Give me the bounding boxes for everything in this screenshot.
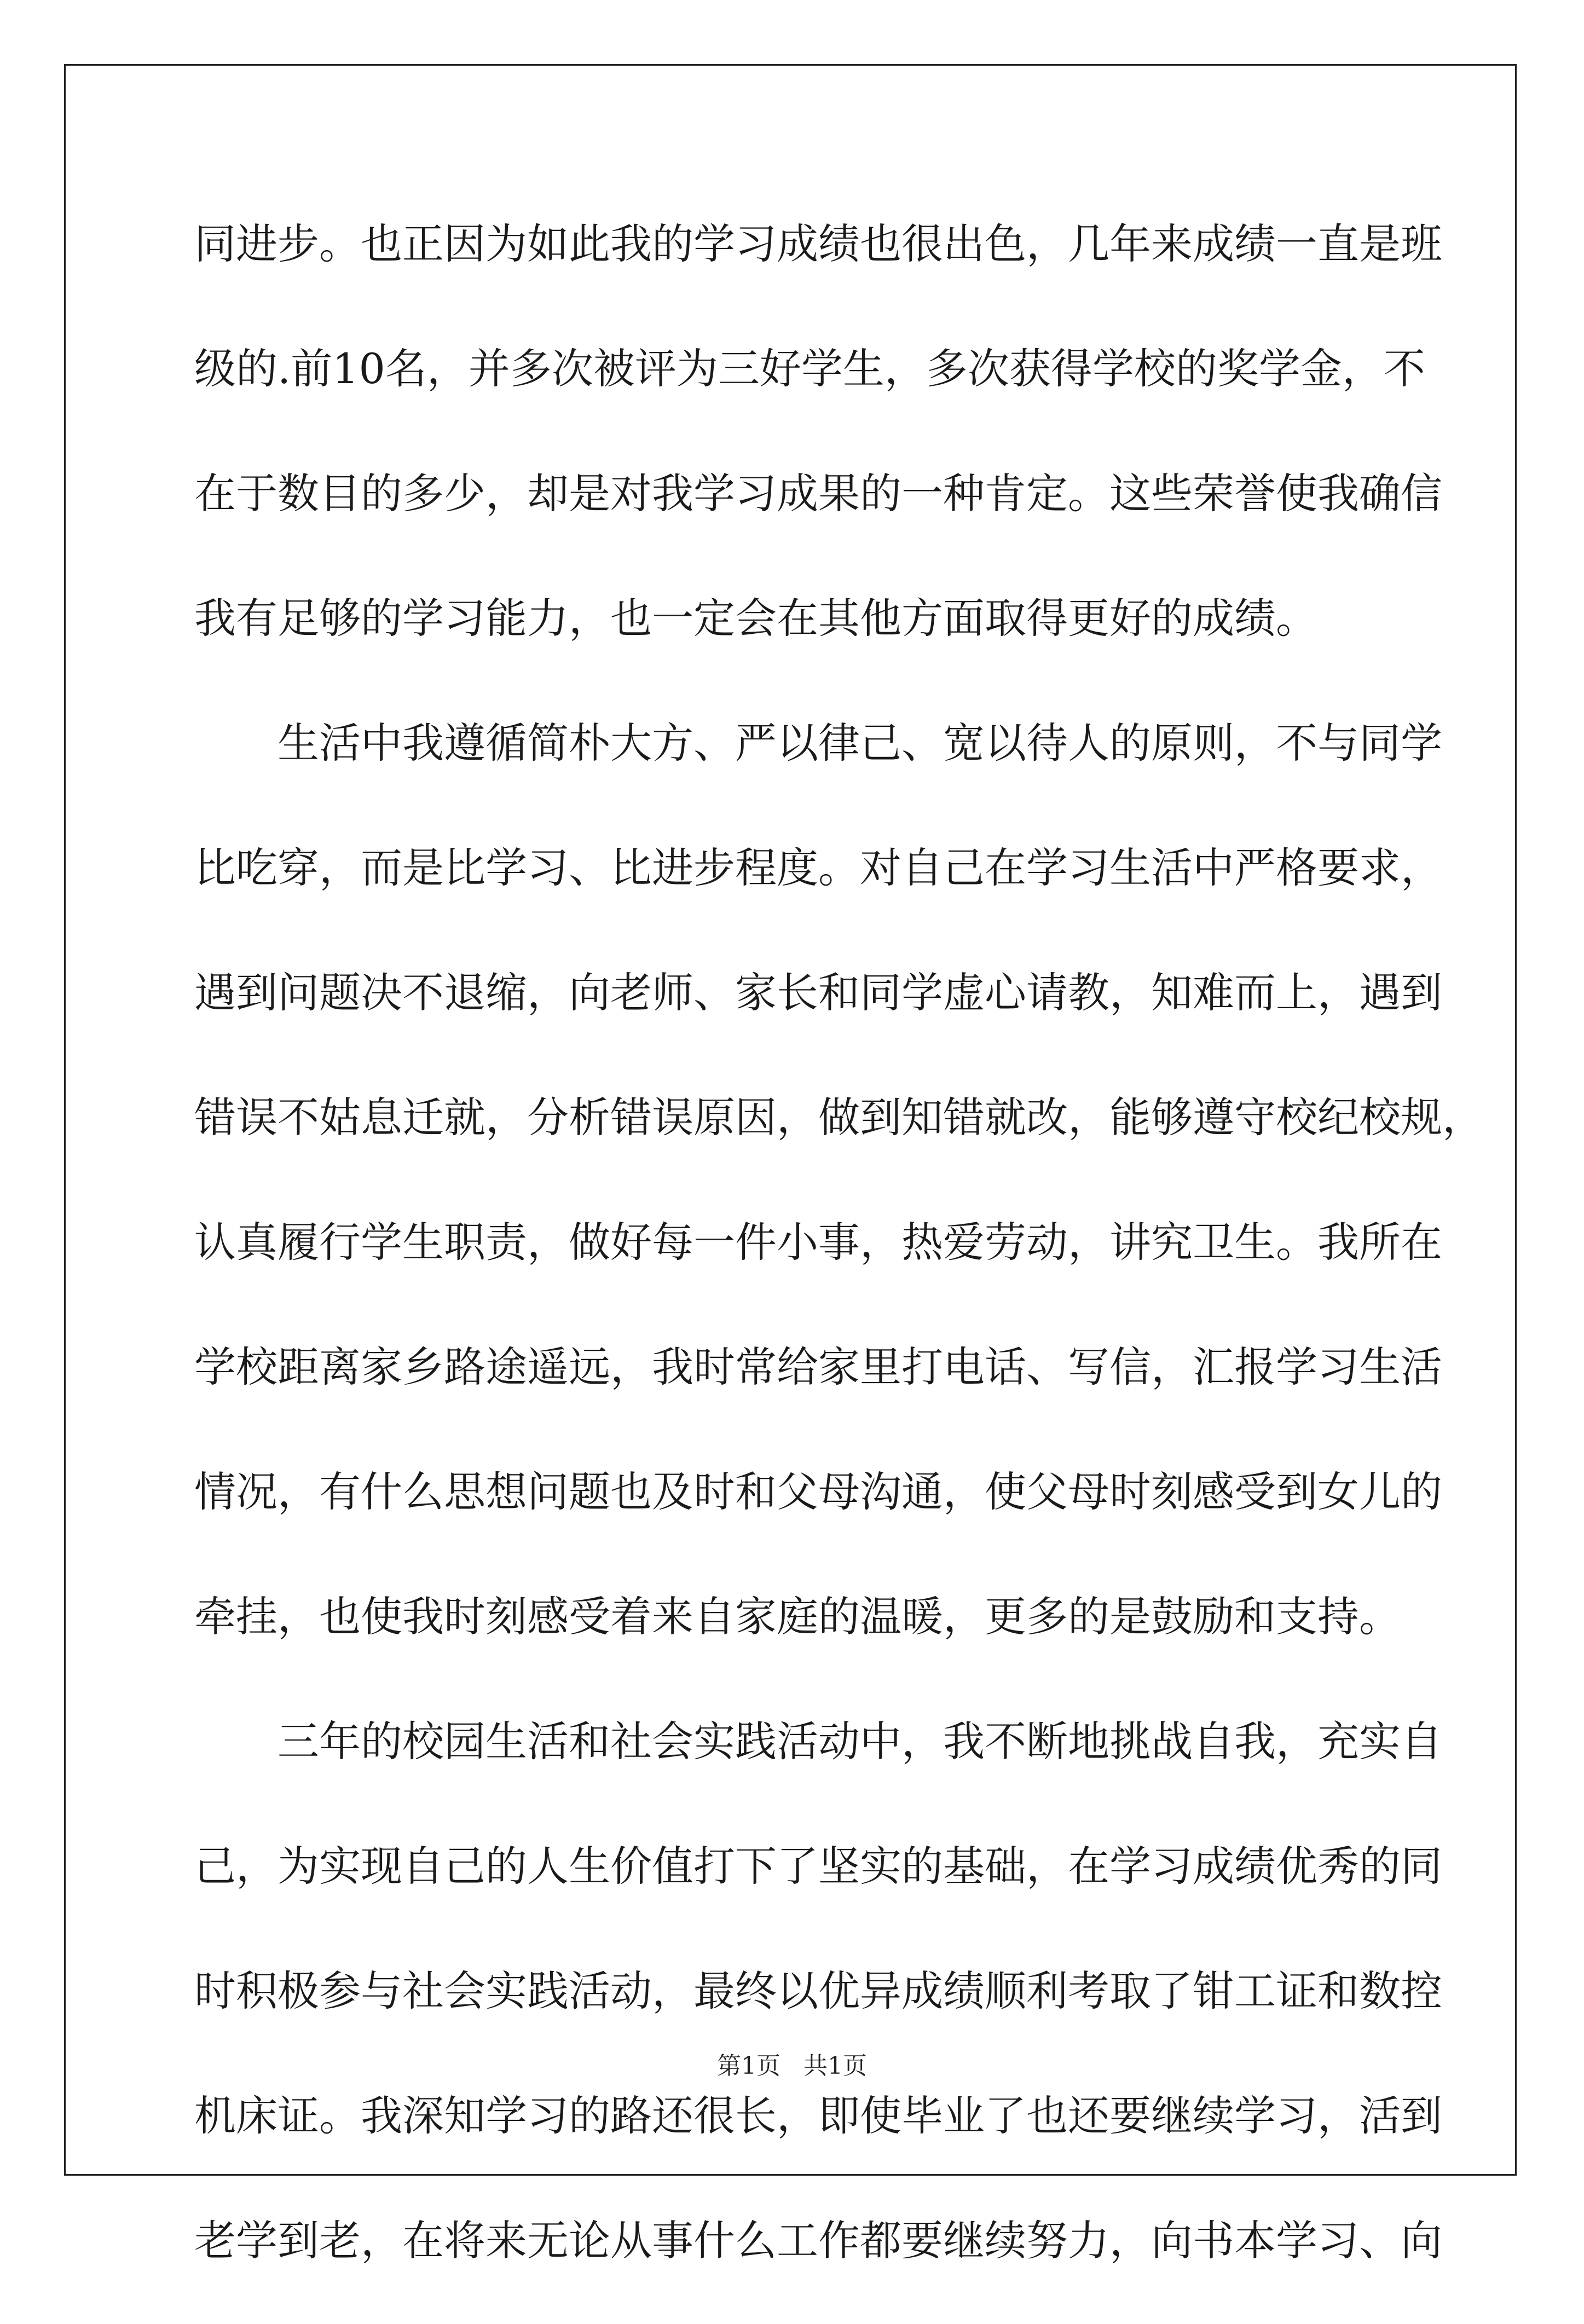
- text-line: 级的.前10名，并多次被评为三好学生，多次获得学校的奖学金，不: [194, 344, 1425, 393]
- page-total: 共1页: [803, 2052, 867, 2080]
- text-line: 错误不姑息迁就，分析错误原因，做到知错就改，能够遵守校纪校规，: [194, 1093, 1484, 1142]
- text-line: 我有足够的学习能力，也一定会在其他方面取得更好的成绩。: [194, 594, 1317, 643]
- text-line: 认真履行学生职责，做好每一件小事，热爱劳动，讲究卫生。我所在: [194, 1218, 1442, 1267]
- text-line: 牵挂，也使我时刻感受着来自家庭的温暖，更多的是鼓励和支持。: [194, 1592, 1401, 1641]
- text-line: 同进步。也正因为如此我的学习成绩也很出色，几年来成绩一直是班: [194, 219, 1442, 268]
- page-footer: [0, 2050, 1584, 2083]
- text-line: 学校距离家乡路途遥远，我时常给家里打电话、写信，汇报学习生活: [194, 1343, 1442, 1391]
- text-line: 情况，有什么思想问题也及时和父母沟通，使父母时刻感受到女儿的: [194, 1467, 1442, 1516]
- text-line: 遇到问题决不退缩，向老师、家长和同学虚心请教，知难而上，遇到: [194, 968, 1442, 1017]
- text-line: 在于数目的多少，却是对我学习成果的一种肯定。这些荣誉使我确信: [194, 469, 1442, 518]
- text-line: 生活中我遵循简朴大方、严以律己、宽以待人的原则，不与同学: [278, 719, 1442, 767]
- text-line: 己，为实现自己的人生价值打下了坚实的基础，在学习成绩优秀的同: [194, 1842, 1442, 1891]
- text-line: 老学到老，在将来无论从事什么工作都要继续努力，向书本学习、向: [194, 2216, 1442, 2265]
- page-number: 第1页: [717, 2052, 781, 2080]
- text-line: 比吃穿，而是比学习、比进步程度。对自己在学习生活中严格要求，: [194, 843, 1442, 892]
- document-body: [194, 203, 1484, 2324]
- text-line: 三年的校园生活和社会实践活动中，我不断地挑战自我，充实自: [278, 1717, 1442, 1766]
- text-line: 时积极参与社会实践活动，最终以优异成绩顺利考取了钳工证和数控: [194, 1967, 1442, 2015]
- text-line: 机床证。我深知学习的路还很长，即使毕业了也还要继续学习，活到: [194, 2091, 1442, 2140]
